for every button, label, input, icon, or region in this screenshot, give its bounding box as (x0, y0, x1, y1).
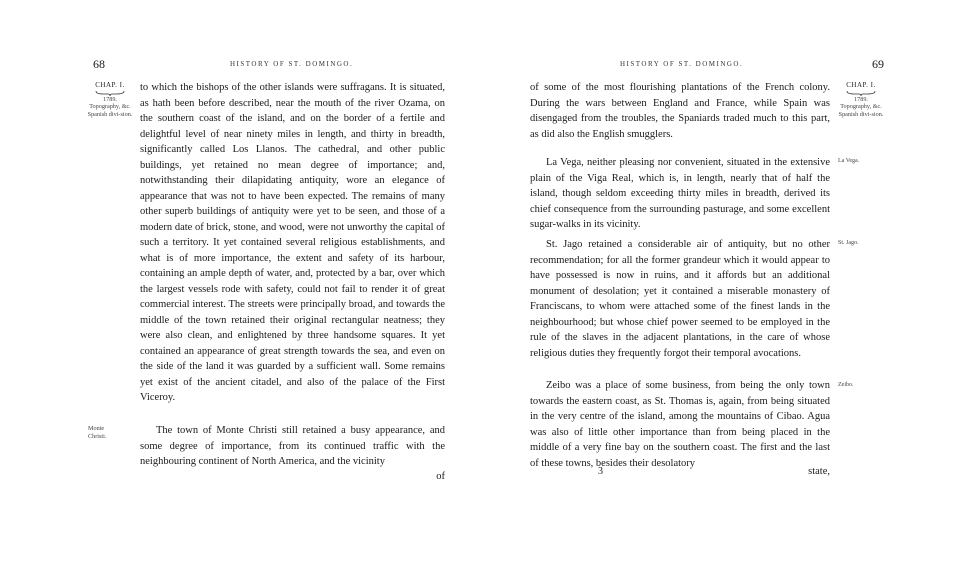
margin-chapter-note (836, 82, 886, 118)
main-text-la-vega (530, 155, 830, 233)
main-text-lower (140, 423, 445, 470)
paragraph: of some of the most flourishing plantations of the French colony. During the wars between England and France, while Spain was disengaged from the troubles, the Spaniards traded much to this part, as did also the English smugglers. (530, 82, 830, 140)
right-page (490, 0, 980, 564)
main-text-upper (140, 80, 445, 406)
margin-division: Spanish divi-sion. (87, 110, 133, 118)
margin-division: Spanish divi-sion. (838, 110, 884, 118)
margin-chapter: CHAP. I. (95, 81, 125, 89)
catchword: of (436, 471, 445, 482)
margin-topic: Topography, &c. (89, 103, 131, 110)
paragraph: to which the bishops of the other islands were suffragans. It is situated, as hath been before described, near the mouth of the river Ozama, on the southern coast of the island, and on the border of a fertile and delightful level of near ninety miles in length, and thirty in breadth, significantly called Los Llanos. The cathedral, and other public buildings, yet retained no mean degree of importance; and, notwithstanding their dilapidating antiquity, wore an elegance of appearance that was not to have been expected. The remains of many other superb buildings of antiquity were yet to be seen, and those of a modern date of brick, stone, and wood, were not unworthy the capital of such a territory. It yet contained several religious establishments, and what is of more importance, the extent and safety of its harbour, containing an ample depth of water, and, protected by a bar, over which the largest vessels rode with safety, could not fail to render it of great commercial interest. The streets were principally broad, and towards the middle of the town retained their original rectangular neatness; they were also clean, and enlightened by three handsome squares. It yet contained an appearance of great strength towards the sea, and even on the side of the land it was guarded by a sufficient wall. Some remains yet exist of the ancient citadel, and also of the palace of the First Viceroy. (140, 82, 445, 403)
running-head: HISTORY OF ST. DOMINGO. (230, 60, 354, 68)
paragraph: The town of Monte Christi still retained a busy appearance, and some degree of importance, from its continued traffic with the neighbouring continent of North America, and the vicinity (140, 425, 445, 467)
main-text-zeibo (530, 378, 830, 471)
margin-note-la-vega: La Vega. (838, 158, 860, 164)
paragraph: Zeibo was a place of some business, from being the only town towards the eastern coast, as St. Thomas is, again, from being situated in the very centre of the island, among the mountains of Cibao. Agua was also of little other importance than from being placed in the middle of a very fine bay on the southern coast. The first and the last of these towns, besides their desolatory (530, 380, 830, 469)
running-head: HISTORY OF ST. DOMINGO. (620, 60, 744, 68)
margin-chapter-note (86, 82, 134, 118)
margin-note-st-jago: St. Jago. (838, 240, 859, 246)
signature-mark: 3 (598, 466, 603, 477)
margin-note-zeibo: Zeibo. (838, 382, 854, 388)
page-number: 69 (872, 57, 884, 71)
paragraph: St. Jago retained a considerable air of antiquity, but no other recommendation; for all the former grandeur which it would appear to have possessed is now in ruins, and it affords but an additional monument of desolation; yet it contained a miserable monastery of Franciscans, to whom were attached some of the finest lands in the neighbourhood; but whose chief power seemed to be employed in the rule of the slaves in the adjacent plantations, in the care of whose religious duties they frequently forgot their temporal avocations. (530, 239, 830, 359)
catchword: state, (808, 466, 830, 477)
main-text-1 (530, 80, 830, 142)
paragraph: La Vega, neither pleasing nor convenient, situated in the extensive plain of the Viga Real, which is, in length, nearly that of half the island, though seldom exceeding thirty miles in breadth, derived its chief consequence from the surrounding pasturage, and some excellent sugar-walks in its vicinity. (530, 157, 830, 230)
margin-note-monte-christi: Monte Christi. (88, 425, 107, 440)
margin-chapter: CHAP. I. (846, 81, 876, 89)
page-number: 68 (93, 57, 105, 71)
main-text-st-jago (530, 237, 830, 361)
margin-year: 1789. (103, 95, 117, 103)
margin-topic: Topography, &c. (840, 103, 882, 110)
margin-year: 1789. (854, 95, 868, 103)
